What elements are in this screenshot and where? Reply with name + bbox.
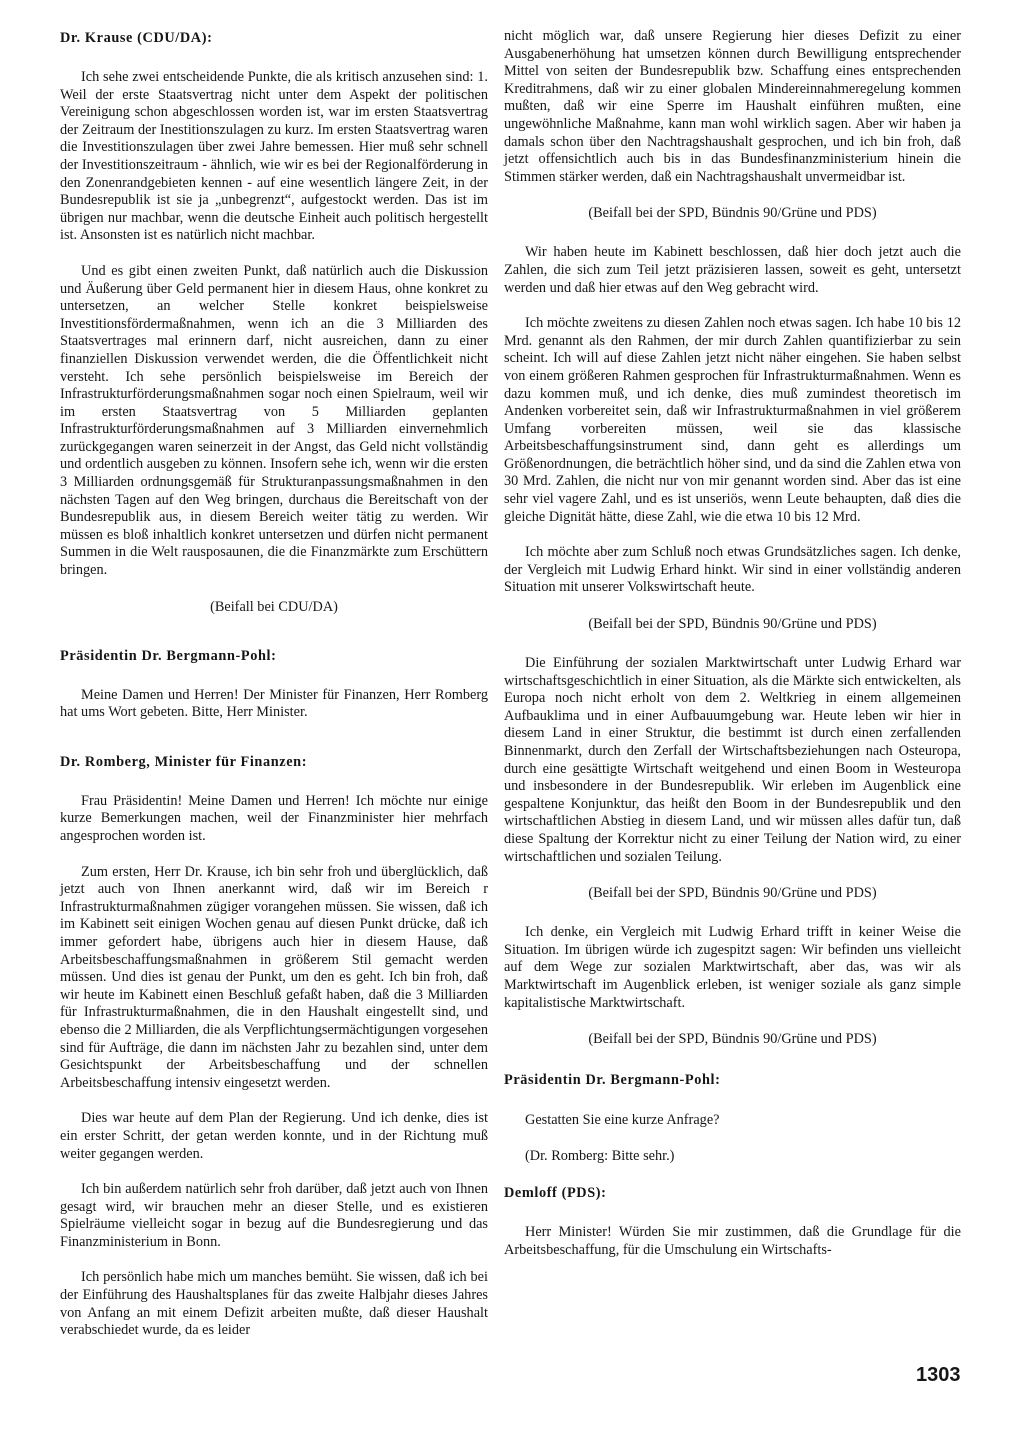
speech-paragraph: Frau Präsidentin! Meine Damen und Herren! Ich möchte nur einige kurze Bemerkungen machen, weil der Finanzminister hier mehrfach angesprochen worden ist. bbox=[60, 792, 488, 844]
page-number: 1303 bbox=[916, 1364, 961, 1386]
speech-paragraph: Ich denke, ein Vergleich mit Ludwig Erhard trifft in keiner Weise die Situation. Im übrigen würde ich zugespitzt sagen: Wir befinden uns vielleicht auf dem Wege zur sozialen Marktwirtschaft, aber das, was wir als Marktwirtschaft im Augenblick erleben, ist weniger soziale als ganz simple kapitalistische Marktwirtschaft. bbox=[504, 924, 961, 1011]
applause-note: (Beifall bei der SPD, Bündnis 90/Grüne und PDS) bbox=[588, 205, 877, 222]
speech-paragraph: Gestatten Sie eine kurze Anfrage? bbox=[525, 1112, 720, 1129]
speech-paragraph: Zum ersten, Herr Dr. Krause, ich bin sehr froh und überglücklich, daß jetzt auch von Ihnen anerkannt wird, daß wir im Bereich r Infrastrukturmaßnahmen zügiger vorangehen müssen. Sie wissen, daß ich im Kabinett seit einigen Wochen genau auf diesen Punkt drücke, daß ich immer gefordert habe, übrigens auch hier in diesem Hause, daß Arbeitsbeschaffungsmaßnahmen in größerem Stil gemacht werden müssen. Und dies ist genau der Punkt, um den es geht. Ich bin froh, daß wir heute im Kabinett einen Beschluß gefaßt haben, daß die 3 Milliarden für Infrastrukturmaßnahmen, die in den Haushalt eingestellt sind, und ebenso die 2 Milliarden, die als Verpflichtungsermächtigungen vorgesehen sind für Aufträge, die dann im nächsten Jahr zu bezahlen sind, unter dem Gesichtspunkt der Arbeitsbeschaffung und der schnellen Arbeitsbeschaffung intensiv eingesetzt werden. bbox=[60, 863, 488, 1091]
speech-paragraph: Ich sehe zwei entscheidende Punkte, die als kritisch anzusehen sind: 1. Weil der erste Staatsvertrag nicht unter dem Aspekt der politischen Vereinigung schon abgeschlossen worden ist, war im ersten Staatsvertrag der Zeitraum der Inestitionszulagen zu kurz. Im ersten Staatsvertrag waren die Investitionszulagen über zwei Jahre bemessen. Hier muß sehr schnell der Investitionszeitraum - ähnlich, wie wir es bei der Regionalförderung in den Zonenrandgebieten kennen - auf eine wesentlich längere Zeit, in der Bundesrepublik ist sie ja „unbegrenzt“, aufgestockt werden. Das ist im übrigen nur machbar, wenn die deutsche Einheit auch politisch hergestellt ist. Ansonsten ist es natürlich nicht machbar. bbox=[60, 69, 488, 244]
speech-paragraph: Dies war heute auf dem Plan der Regierung. Und ich denke, dies ist ein erster Schritt, der getan werden konnte, und in der Richtung muß weiter gegangen werden. bbox=[60, 1110, 488, 1162]
interjection: (Dr. Romberg: Bitte sehr.) bbox=[525, 1148, 675, 1165]
speaker-heading: Demloff (PDS): bbox=[504, 1185, 607, 1202]
speech-paragraph: Ich bin außerdem natürlich sehr froh darüber, daß jetzt auch von Ihnen gesagt wird, wir brauchen mehr an dieser Stelle, und es existieren Spielräume vielleicht sogar in bezug auf die Bundesregierung und das Finanzministerium in Bonn. bbox=[60, 1181, 488, 1250]
speaker-heading: Dr. Romberg, Minister für Finanzen: bbox=[60, 753, 308, 770]
speaker-heading: Dr. Krause (CDU/DA): bbox=[60, 30, 213, 46]
speaker-heading: Präsidentin Dr. Bergmann-Pohl: bbox=[60, 647, 277, 664]
speech-paragraph: Die Einführung der sozialen Marktwirtschaft unter Ludwig Erhard war wirtschaftsgeschichtlich in einer Situation, als die Märkte sich entwickelten, als Europa noch nicht erholt von dem 2. Weltkrieg in einem allgemeinen Aufbauklima und in einer Aufbauumgebung war. Heute leben wir hier in diesem Land in einer Struktur, die bestimmt ist durch einen zerfallenden Binnenmarkt, durch den Zerfall der Wirtschaftsbeziehungen nach Osteuropa, durch eine gesättigte Wirtschaft weitgehend und einen Boom in Westeuropa und insbesondere in der Bundesrepublik. Wir erleben im Augenblick eine gespaltene Konjunktur, das heißt den Boom in der Bundesrepublik und den wirtschaftlichen Abstieg in diesem Land, und wir müssen alles dafür tun, daß diese Spaltung der Korrektur nicht zu einer Teilung der Nation wird, zu einer wirtschaftlichen und sozialen Teilung. bbox=[504, 655, 961, 865]
speech-paragraph: Herr Minister! Würden Sie mir zustimmen, daß die Grundlage für die Arbeitsbeschaffung, für die Umschulung ein Wirtschafts- bbox=[504, 1224, 961, 1258]
speech-paragraph: nicht möglich war, daß unsere Regierung hier dieses Defizit zu einer Ausgabenerhöhung hat umsetzen können durch Bewilligung entsprechender Mittel von seiten der Bundesrepublik bzw. Schaffung eines entsprechenden Kreditrahmens, daß wir zu einer globalen Mindereinnahmeregelung kommen mußten, daß wir eine Sperre im Haushalt einführen mußten, eine ungewöhnliche Maßnahme, kann man wohl wirklich sagen. Aber wir haben ja damals schon über den Nachtragshaushalt gesprochen, und ich bin froh, daß jetzt offensichtlich auch bis in das Bundesfinanzministerium hinein die Stimmen stärker werden, daß ein Nachtragshaushalt unvermeidbar ist. bbox=[504, 28, 961, 185]
speech-paragraph: Und es gibt einen zweiten Punkt, daß natürlich auch die Diskussion und Äußerung über Geld permanent hier in diesem Haus, ohne konkret zu untersetzen, an welcher Stelle konkret beispielsweise Investitionsfördermaßnahmen, wenn ich an die 3 Milliarden des Staatsvertrages mal erinnern darf, nicht ausreichen, dann zu einer finanziellen Diskussion verwendet werden, die die Öffentlichkeit nicht versteht. Ich sehe persönlich beispielsweise im Bereich der Infrastrukturförderungsmaßnahmen sogar noch einen Spielraum, weil wir im ersten Staatsvertrag von 5 Milliarden geplanten Infrastrukturförderungsmaßnahmen auf 3 Milliarden einvernehmlich zurückgegangen waren seinerzeit in der Angst, das Geld nicht vollständig und ordentlich ausgeben zu können. Insofern sehe ich, wenn wir die ersten 3 Milliarden ordnungsgemäß für Strukturanpassungsmaßnahmen in den nächsten Tagen auf den Weg bringen, durchaus die Bereitschaft von der Bundesrepublik aus, in diesem Bereich weiter tätig zu werden. Wir müssen es bloß inhaltlich konkret untersetzen und dürfen nicht permanent Summen in die Welt rausposaunen, die die Finanzmärkte zum Erschüttern bringen. bbox=[60, 262, 488, 579]
speech-paragraph: Wir haben heute im Kabinett beschlossen, daß hier doch jetzt auch die Zahlen, die sich zum Teil jetzt präzisieren lassen, soweit es geht, untersetzt werden und daß hier etwas auf den Weg gebracht wird. bbox=[504, 244, 961, 296]
speech-paragraph: Ich möchte aber zum Schluß noch etwas Grundsätzliches sagen. Ich denke, der Vergleich mit Ludwig Erhard hinkt. Wir sind in einer vollständig anderen Situation mit unserer Volkswirtschaft heute. bbox=[504, 544, 961, 596]
applause-note: (Beifall bei der SPD, Bündnis 90/Grüne und PDS) bbox=[588, 885, 877, 902]
speech-paragraph: Ich persönlich habe mich um manches bemüht. Sie wissen, daß ich bei der Einführung des Haushaltsplanes für das zweite Halbjahr dieses Jahres von Anfang an mit einem Defizit arbeiten mußte, daß dieser Haushalt verabschiedet wurde, da es leider bbox=[60, 1269, 488, 1339]
right-column bbox=[504, 28, 961, 1277]
applause-note: (Beifall bei CDU/DA) bbox=[210, 598, 338, 615]
left-column bbox=[60, 28, 488, 1358]
speech-paragraph: Meine Damen und Herren! Der Minister für Finanzen, Herr Romberg hat ums Wort gebeten. Bitte, Herr Minister. bbox=[60, 686, 488, 721]
applause-note: (Beifall bei der SPD, Bündnis 90/Grüne und PDS) bbox=[588, 616, 877, 633]
speaker-heading: Präsidentin Dr. Bergmann-Pohl: bbox=[504, 1072, 721, 1089]
speech-paragraph: Ich möchte zweitens zu diesen Zahlen noch etwas sagen. Ich habe 10 bis 12 Mrd. genannt als den Rahmen, der mir durch Zahlen quantifizierbar zu sein scheint. Ich will auf diese Zahlen jetzt nicht näher eingehen. Sie haben selbst von einem größeren Rahmen gesprochen für Infrastrukturmaßnahmen. Wenn es dazu kommen muß, und ich denke, dies muß zumindest theoretisch im Andenken vorbereitet sein, daß wir Infrastrukturmaßnahmen in viel größerem Umfang vorbereiten müssen, weil sie das klassische Arbeitsbeschaffungsinstrument sind, dann geht es allerdings um Größenordnungen, die beträchtlich höher sind, und da sind die Zahlen etwa von 30 Mrd. Zahlen, die nicht nur von mir genannt worden sind. Aber das ist eine sehr viel vagere Zahl, und es ist unseriös, wenn Leute behaupten, daß dies die gleiche Dignität hätte, diese Zahl, wie die etwa 10 bis 12 Mrd. bbox=[504, 315, 961, 525]
applause-note: (Beifall bei der SPD, Bündnis 90/Grüne und PDS) bbox=[588, 1031, 877, 1048]
